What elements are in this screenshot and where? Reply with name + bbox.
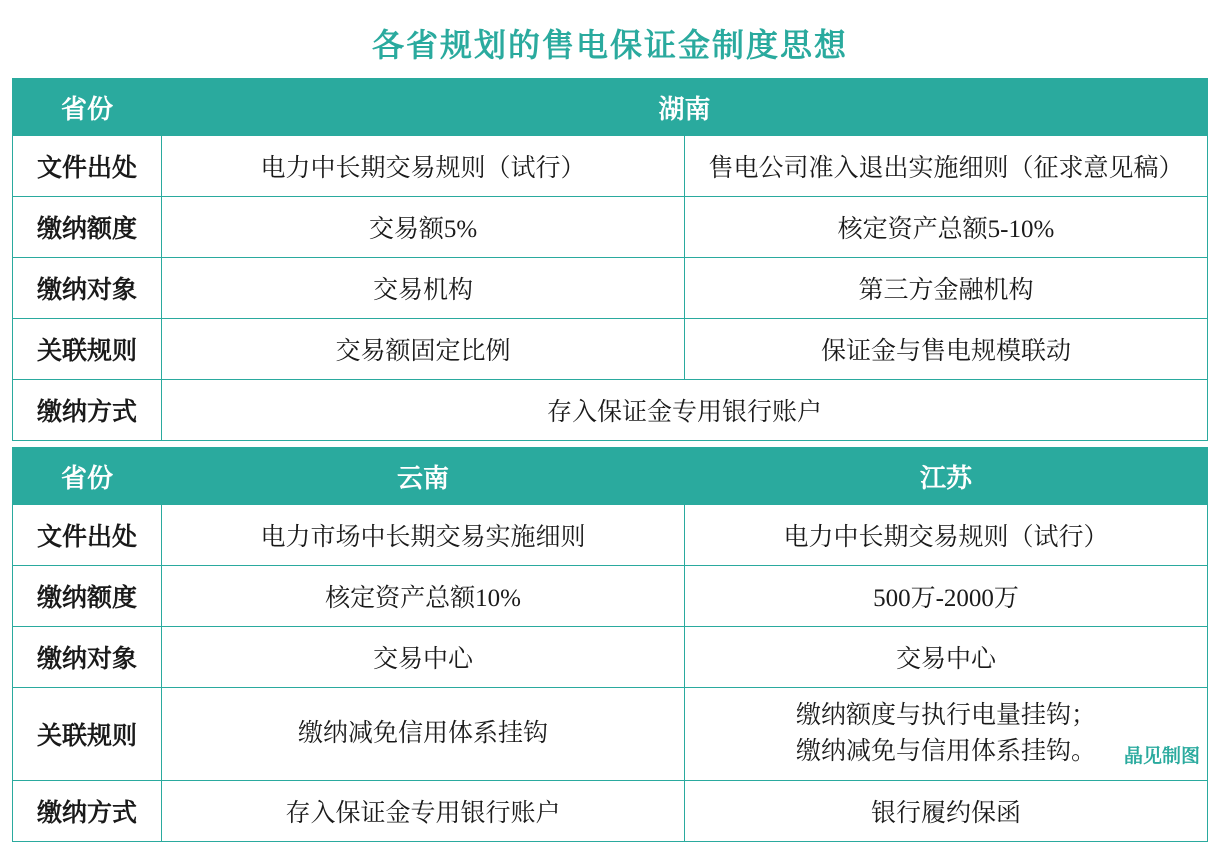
- cell-payment-amount-1: 交易额5%: [162, 197, 685, 258]
- row-label-document-source: 文件出处: [13, 136, 162, 197]
- column-header-province-label-2: 省份: [13, 448, 162, 505]
- cell-payment-target-1: 交易机构: [162, 258, 685, 319]
- cell-related-rule-yunnan: 缴纳减免信用体系挂钩: [162, 688, 685, 781]
- hunan-table: [12, 78, 1208, 441]
- cell-related-rule-2: 保证金与售电规模联动: [685, 319, 1208, 380]
- cell-payment-method-jiangsu: 银行履约保函: [685, 781, 1208, 842]
- table-row: [13, 781, 1208, 842]
- table-row: [13, 136, 1208, 197]
- table-header-row: [13, 79, 1208, 136]
- row-label-document-source-2: 文件出处: [13, 505, 162, 566]
- cell-related-rule-jiangsu-line1: 缴纳额度与执行电量挂钩；: [795, 701, 1096, 729]
- yunnan-jiangsu-table: [12, 447, 1208, 842]
- credit-watermark: 晶见制图: [1123, 746, 1200, 767]
- cell-payment-method-yunnan: 存入保证金专用银行账户: [162, 781, 685, 842]
- table-row: [13, 627, 1208, 688]
- cell-related-rule-jiangsu-line2: 缴纳减免与信用体系挂钩。: [795, 738, 1096, 765]
- cell-document-source-yunnan: 电力市场中长期交易实施细则: [162, 505, 685, 566]
- page-title: 各省规划的售电保证金制度思想: [371, 27, 848, 63]
- row-label-payment-amount: 缴纳额度: [13, 197, 162, 258]
- table-row: [13, 688, 1208, 781]
- table-header-row: [13, 448, 1208, 505]
- cell-payment-amount-2: 核定资产总额5-10%: [685, 197, 1208, 258]
- cell-payment-amount-jiangsu: 500万-2000万: [685, 566, 1208, 627]
- cell-document-source-1: 电力中长期交易规则（试行）: [162, 136, 685, 197]
- cell-payment-target-yunnan: 交易中心: [162, 627, 685, 688]
- table-row: [13, 319, 1208, 380]
- table-row: [13, 258, 1208, 319]
- column-header-province-label: 省份: [13, 79, 162, 136]
- row-label-payment-method: 缴纳方式: [13, 380, 162, 441]
- table-row: [13, 505, 1208, 566]
- column-header-province-name: 湖南: [162, 79, 1208, 136]
- row-label-payment-target: 缴纳对象: [13, 258, 162, 319]
- cell-payment-amount-yunnan: 核定资产总额10%: [162, 566, 685, 627]
- row-label-related-rule-2: 关联规则: [13, 688, 162, 781]
- column-header-province-jiangsu: 江苏: [685, 448, 1208, 505]
- cell-payment-target-2: 第三方金融机构: [685, 258, 1208, 319]
- row-label-payment-method-2: 缴纳方式: [13, 781, 162, 842]
- table-row: [13, 380, 1208, 441]
- row-label-payment-amount-2: 缴纳额度: [13, 566, 162, 627]
- column-header-province-yunnan: 云南: [162, 448, 685, 505]
- row-label-related-rule: 关联规则: [13, 319, 162, 380]
- table-row: [13, 197, 1208, 258]
- cell-payment-target-jiangsu: 交易中心: [685, 627, 1208, 688]
- table-row: [13, 566, 1208, 627]
- row-label-payment-target-2: 缴纳对象: [13, 627, 162, 688]
- cell-document-source-jiangsu: 电力中长期交易规则（试行）: [685, 505, 1208, 566]
- cell-payment-method-merged: 存入保证金专用银行账户: [162, 380, 1208, 441]
- cell-related-rule-1: 交易额固定比例: [162, 319, 685, 380]
- cell-document-source-2: 售电公司准入退出实施细则（征求意见稿）: [685, 136, 1208, 197]
